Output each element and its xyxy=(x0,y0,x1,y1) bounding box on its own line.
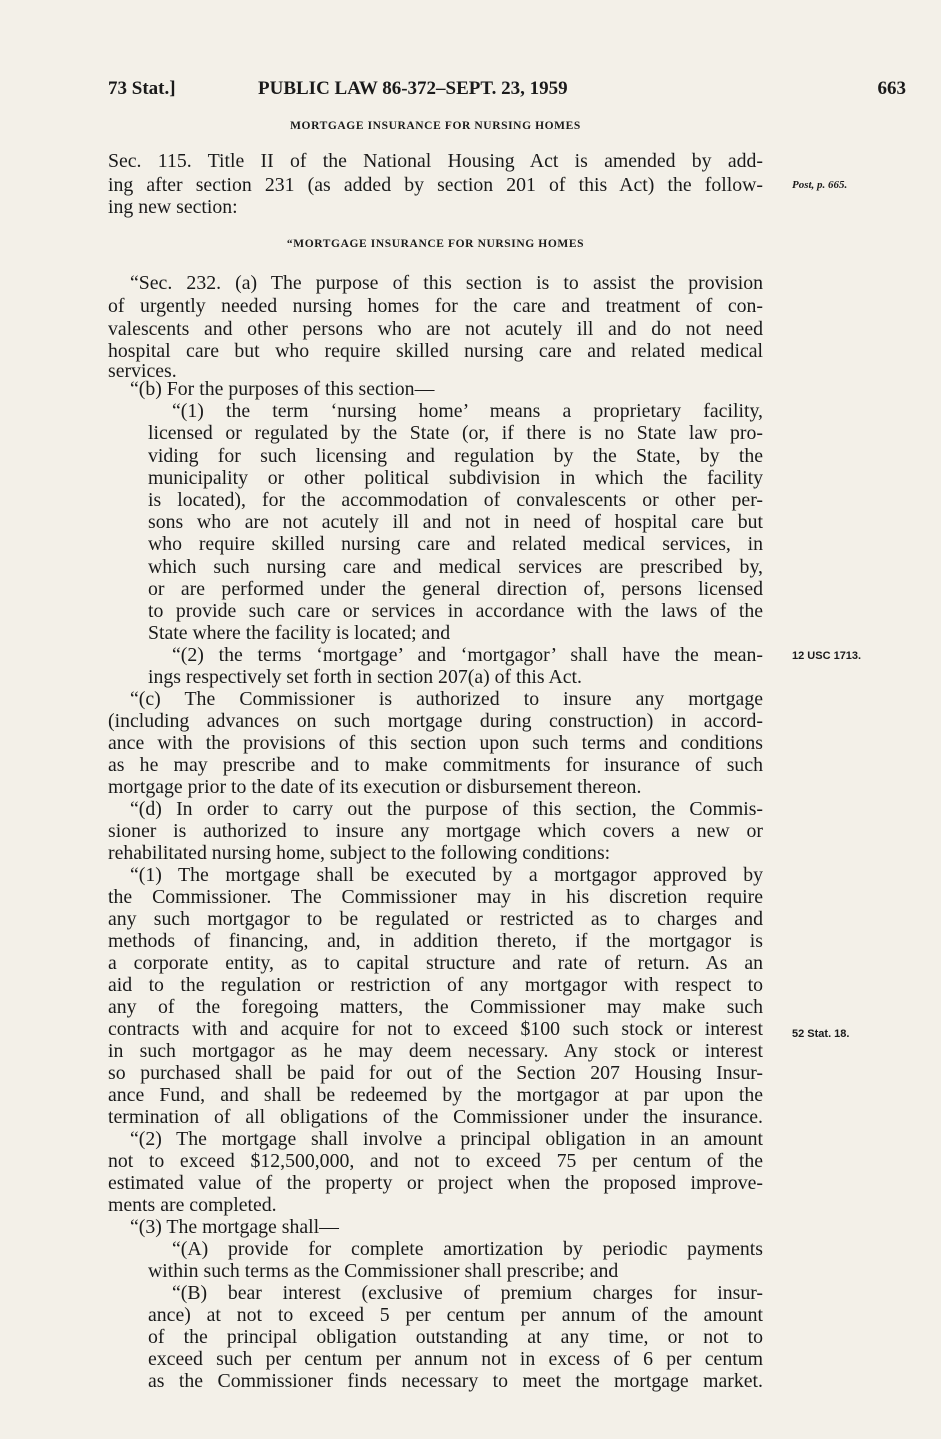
text-line: (including advances on such mortgage during construction) in accord- xyxy=(108,710,763,732)
text-line: “(c) The Commissioner is authorized to insure any mortgage xyxy=(130,688,763,710)
text-line: ments are completed. xyxy=(108,1194,277,1216)
text-line: any of the foregoing matters, the Commissioner may make such xyxy=(108,996,763,1018)
text-line: any such mortgagor to be regulated or restricted as to charges and xyxy=(108,908,763,930)
text-line: ance Fund, and shall be redeemed by the mortgagor at par upon the xyxy=(108,1084,763,1106)
text-line: ings respectively set forth in section 207(a) of this Act. xyxy=(148,666,582,688)
text-line: Sec. 115. Title II of the National Housing Act is amended by add- xyxy=(108,150,763,172)
text-line: a corporate entity, as to capital structure and rate of return. As an xyxy=(108,952,763,974)
text-line: contracts with and acquire for not to exceed $100 such stock or interest xyxy=(108,1018,763,1040)
text-line: “Sec. 232. (a) The purpose of this section is to assist the provision xyxy=(130,272,763,294)
text-line: ance with the provisions of this section upon such terms and conditions xyxy=(108,732,763,754)
margin-note-text: Post, p. 665. xyxy=(792,179,848,191)
text-line: State where the facility is located; and xyxy=(148,622,451,644)
quoted-section-heading: “MORTGAGE INSURANCE FOR NURSING HOMES xyxy=(286,238,585,250)
text-line: or are performed under the general direction of, persons licensed xyxy=(148,578,763,600)
text-line: aid to the regulation or restriction of any mortgagor with respect to xyxy=(108,974,763,996)
text-line: is located), for the accommodation of convalescents or other per- xyxy=(148,489,763,511)
text-line: sioner is authorized to insure any mortgage which covers a new or xyxy=(108,820,763,842)
text-line: the Commissioner. The Commissioner may in his discretion require xyxy=(108,886,763,908)
text-line: not to exceed $12,500,000, and not to exceed 75 per centum of the xyxy=(108,1150,763,1172)
text-line: mortgage prior to the date of its execution or disbursement thereon. xyxy=(108,776,642,798)
margin-note xyxy=(792,179,847,191)
text-line: ing after section 231 (as added by section 201 of this Act) the follow- xyxy=(108,174,763,196)
text-line: “(2) The mortgage shall involve a principal obligation in an amount xyxy=(130,1128,763,1150)
running-header xyxy=(108,78,906,100)
page-number: 663 xyxy=(877,78,906,99)
text-line: rehabilitated nursing home, subject to the following conditions: xyxy=(108,842,611,864)
text-line: exceed such per centum per annum not in excess of 6 per centum xyxy=(148,1348,763,1370)
text-line: municipality or other political subdivision in which the facility xyxy=(148,467,763,489)
text-line: “(3) The mortgage shall— xyxy=(130,1216,339,1238)
text-line: “(2) the terms ‘mortgage’ and ‘mortgagor’ shall have the mean- xyxy=(172,644,763,666)
text-line: hospital care but who require skilled nursing care and related medical xyxy=(108,340,763,362)
law-title: PUBLIC LAW 86-372–SEPT. 23, 1959 xyxy=(258,78,568,99)
text-line: “(A) provide for complete amortization by periodic payments xyxy=(172,1238,763,1260)
text-line: which such nursing care and medical services are prescribed by, xyxy=(148,556,763,578)
text-line: “(d) In order to carry out the purpose of this section, the Commis- xyxy=(130,798,763,820)
text-line: of urgently needed nursing homes for the care and treatment of con- xyxy=(108,295,763,317)
text-line: “(B) bear interest (exclusive of premium charges for insur- xyxy=(172,1282,763,1304)
text-line: in such mortgagor as he may deem necessary. Any stock or interest xyxy=(108,1040,763,1062)
text-line: to provide such care or services in accordance with the laws of the xyxy=(148,600,763,622)
text-line: “(1) The mortgage shall be executed by a mortgagor approved by xyxy=(130,864,763,886)
text-line: so purchased shall be paid for out of the Section 207 Housing Insur- xyxy=(108,1062,763,1084)
text-line: “(b) For the purposes of this section— xyxy=(130,378,435,400)
text-line: as the Commissioner finds necessary to meet the mortgage market. xyxy=(148,1370,763,1392)
text-line: sons who are not acutely ill and not in need of hospital care but xyxy=(148,511,763,533)
text-line: termination of all obligations of the Commissioner under the insurance. xyxy=(108,1106,763,1128)
text-line: valescents and other persons who are not acutely ill and do not need xyxy=(108,318,763,340)
margin-note: 12 USC 1713. xyxy=(792,650,862,662)
section-heading: MORTGAGE INSURANCE FOR NURSING HOMES xyxy=(290,120,581,132)
text-line: as he may prescribe and to make commitments for insurance of such xyxy=(108,754,763,776)
text-line: viding for such licensing and regulation by the State, by the xyxy=(148,445,763,467)
volume-citation: 73 Stat.] xyxy=(108,78,176,99)
text-line: services. xyxy=(108,360,177,382)
text-line: licensed or regulated by the State (or, if there is no State law pro- xyxy=(148,422,763,444)
text-line: ing new section: xyxy=(108,196,238,218)
text-line: of the principal obligation outstanding at any time, or not to xyxy=(148,1326,763,1348)
text-line: estimated value of the property or project when the proposed improve- xyxy=(108,1172,763,1194)
margin-note: 52 Stat. 18. xyxy=(792,1028,850,1040)
text-line: “(1) the term ‘nursing home’ means a proprietary facility, xyxy=(172,400,763,422)
text-line: ance) at not to exceed 5 per centum per annum of the amount xyxy=(148,1304,763,1326)
text-line: within such terms as the Commissioner shall prescribe; and xyxy=(148,1260,619,1282)
text-line: who require skilled nursing care and related medical services, in xyxy=(148,533,763,555)
text-line: methods of financing, and, in addition thereto, if the mortgagor is xyxy=(108,930,763,952)
